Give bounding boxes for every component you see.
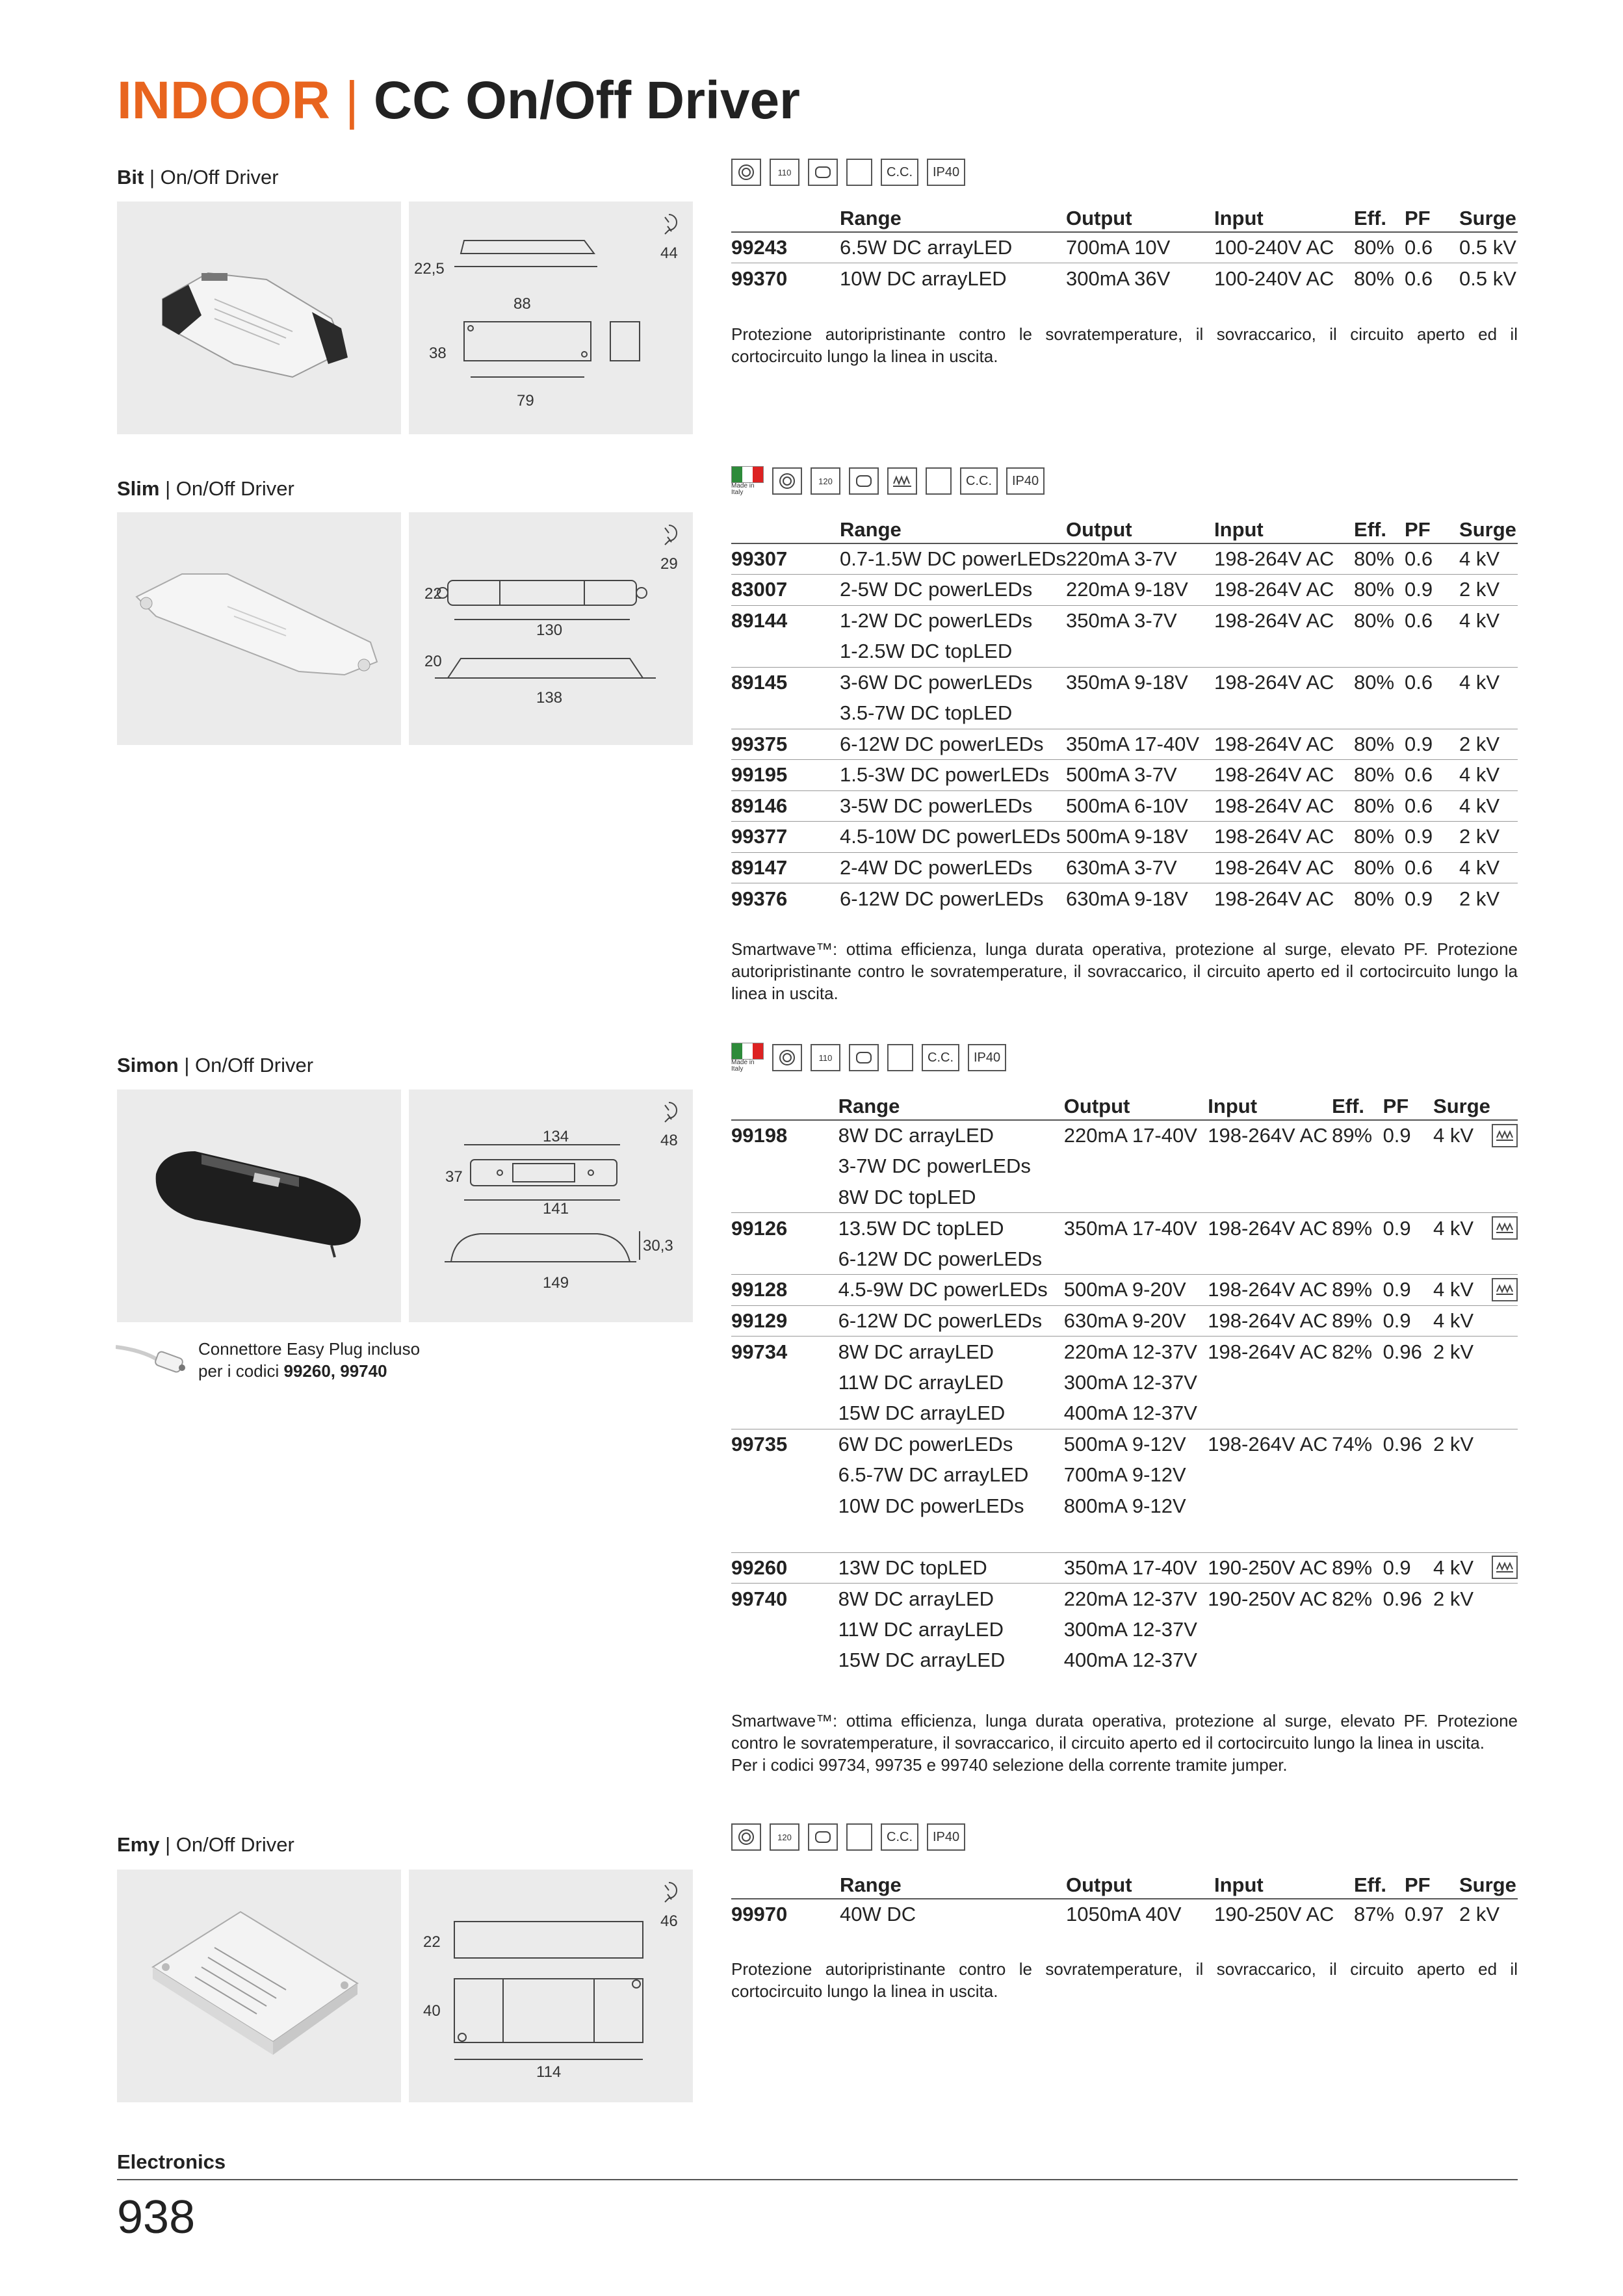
col-surge: Surge bbox=[1433, 1090, 1492, 1120]
constant-current-icon: C.C. bbox=[960, 467, 998, 495]
dim-total-length: 149 bbox=[543, 1274, 569, 1292]
dim-side-height: 30,3 bbox=[643, 1237, 673, 1255]
dim-width: 38 bbox=[429, 345, 447, 362]
product-note-simon: Smartwave™: ottima efficienza, lunga durata operativa, protezione al surge, elevato PF. Protezione contro le sovratemperature, il sovraccarico, il circuito aperto ed il cortocircuito lungo la linea in uscita. Per i codici 99734, 99735 e 99740 selezione della corrente tramite jumper. bbox=[731, 1711, 1518, 1775]
table-row: 99375 6-12W DC powerLEDs 350mA 17-40V 198-264V AC 80% 0.9 2 kV bbox=[731, 729, 1518, 760]
spec-table-emy bbox=[731, 1869, 1518, 1930]
dim-length: 114 bbox=[536, 2063, 562, 2081]
table-row: 1-2.5W DC topLED bbox=[840, 640, 1013, 662]
footer-section-label: Electronics bbox=[117, 2150, 226, 2173]
col-output: Output bbox=[1064, 1090, 1208, 1120]
ip-rating-icon: IP40 bbox=[927, 159, 965, 186]
col-pf: PF bbox=[1383, 1090, 1433, 1120]
footer-divider bbox=[117, 2179, 1518, 2180]
table-row: 99260 13W DC topLED 350mA 17-40V 190-250V AC 89% 0.9 4 kV bbox=[731, 1552, 1518, 1584]
dim-length-top: 134 bbox=[543, 1128, 569, 1145]
table-row: 99129 6-12W DC powerLEDs 630mA 9-20V 198-264V AC 89% 0.9 4 kV bbox=[731, 1305, 1518, 1337]
smartwave-icon bbox=[1492, 1556, 1518, 1579]
constant-current-icon: C.C. bbox=[881, 159, 918, 186]
temperature-triangle-icon: 110 bbox=[811, 1044, 840, 1071]
product-suffix: | On/Off Driver bbox=[159, 1833, 294, 1856]
col-range: Range bbox=[840, 1869, 1066, 1899]
dim-height: 22 bbox=[424, 585, 442, 603]
table-row: 11W DC arrayLED 300mA 12-37V bbox=[838, 1617, 1197, 1641]
dim-height: 37 bbox=[445, 1168, 463, 1186]
simon-driver-photo bbox=[117, 1089, 401, 1322]
emy-driver-photo bbox=[117, 1870, 401, 2102]
col-input: Input bbox=[1208, 1090, 1332, 1120]
table-row: 99243 6.5W DC arrayLED 700mA 10V 100-240V AC 80% 0.6 0.5 kV bbox=[731, 236, 1516, 259]
bit-driver-photo bbox=[117, 202, 401, 434]
product-heading-simon bbox=[117, 1054, 313, 1077]
page-number: 938 bbox=[117, 2191, 196, 2243]
table-row: 99370 10W DC arrayLED 300mA 36V 100-240V AC 80% 0.6 0.5 kV bbox=[731, 263, 1518, 294]
dim-cable-strip: 29 bbox=[660, 555, 678, 573]
constant-current-icon: C.C. bbox=[922, 1044, 959, 1071]
table-row: 99376 6-12W DC powerLEDs 630mA 9-18V 198-264V AC 80% 0.9 2 kV bbox=[731, 883, 1518, 915]
ip-rating-icon: IP40 bbox=[927, 1823, 965, 1851]
col-pf: PF bbox=[1405, 514, 1459, 543]
product-heading-emy bbox=[117, 1833, 294, 1857]
class-ii-icon bbox=[731, 159, 761, 186]
ip-rating-icon: IP40 bbox=[968, 1044, 1006, 1071]
class-ii-icon bbox=[772, 1044, 802, 1071]
product-note-emy: Protezione autoripristinante contro le sovratemperature, il sovraccarico, il circuito aperto ed il cortocircuito lungo la linea in uscita. bbox=[731, 1959, 1518, 2001]
page-title bbox=[117, 70, 800, 131]
dim-side-height: 20 bbox=[424, 653, 442, 670]
table-row: 3-7W DC powerLEDs bbox=[838, 1155, 1031, 1178]
product-suffix: | On/Off Driver bbox=[159, 477, 294, 500]
dim-cable-strip: 44 bbox=[660, 244, 678, 262]
table-row: 11W DC arrayLED 300mA 12-37V bbox=[838, 1370, 1197, 1394]
col-pf: PF bbox=[1405, 1869, 1459, 1899]
smartwave-icon bbox=[1492, 1124, 1518, 1147]
table-row: 99734 8W DC arrayLED 220mA 12-37V 198-264V AC 82% 0.96 2 kV bbox=[731, 1337, 1518, 1368]
smartwave-icon bbox=[887, 467, 917, 495]
dim-length: 130 bbox=[536, 621, 563, 639]
constant-current-icon: C.C. bbox=[881, 1823, 918, 1851]
product-heading-bit bbox=[117, 166, 279, 189]
product-heading-slim bbox=[117, 477, 294, 501]
col-eff: Eff. bbox=[1332, 1090, 1383, 1120]
table-row: 89144 1-2W DC powerLEDs 350mA 3-7V 198-264V AC 80% 0.6 4 kV bbox=[731, 605, 1518, 636]
dim-height: 22,5 bbox=[414, 260, 445, 278]
col-input: Input bbox=[1214, 1869, 1354, 1899]
table-row: 89146 3-5W DC powerLEDs 500mA 6-10V 198-264V AC 80% 0.6 4 kV bbox=[731, 790, 1518, 822]
made-in-italy-icon: Made in Italy bbox=[731, 466, 764, 496]
table-row: 99195 1.5-3W DC powerLEDs 500mA 3-7V 198-264V AC 80% 0.6 4 kV bbox=[731, 760, 1518, 791]
safety-transformer-icon bbox=[808, 1823, 838, 1851]
spec-table-slim bbox=[731, 514, 1518, 914]
table-row: 99126 13.5W DC topLED 350mA 17-40V 198-264V AC 89% 0.9 4 kV bbox=[731, 1213, 1518, 1244]
class-ii-icon bbox=[772, 467, 802, 495]
table-row: 10W DC powerLEDs 800mA 9-12V bbox=[838, 1494, 1186, 1517]
product-drawing-bit bbox=[409, 202, 693, 434]
safety-transformer-icon bbox=[849, 1044, 879, 1071]
temperature-triangle-icon: 120 bbox=[811, 467, 840, 495]
ip-rating-icon: IP40 bbox=[1006, 467, 1045, 495]
product-suffix: | On/Off Driver bbox=[178, 1054, 314, 1076]
dim-hole-spacing: 79 bbox=[517, 392, 534, 410]
blank-square-icon bbox=[887, 1044, 913, 1071]
connector-line1: Connettore Easy Plug incluso bbox=[198, 1339, 421, 1359]
col-input: Input bbox=[1214, 202, 1354, 232]
col-eff: Eff. bbox=[1354, 1869, 1405, 1899]
slim-driver-photo bbox=[117, 512, 401, 745]
title-indoor: INDOOR bbox=[117, 71, 330, 130]
table-row: 89145 3-6W DC powerLEDs 350mA 9-18V 198-264V AC 80% 0.6 4 kV bbox=[731, 667, 1518, 698]
table-row: 99198 8W DC arrayLED 220mA 17-40V 198-264V AC 89% 0.9 4 kV bbox=[731, 1120, 1518, 1151]
table-row: 6.5-7W DC arrayLED 700mA 9-12V bbox=[838, 1463, 1186, 1487]
connector-note bbox=[198, 1338, 420, 1382]
col-output: Output bbox=[1066, 202, 1214, 232]
product-name: Bit bbox=[117, 166, 144, 189]
table-row: 15W DC arrayLED 400mA 12-37V bbox=[838, 1649, 1197, 1672]
bit-dimension-drawing bbox=[409, 202, 693, 434]
made-in-italy-icon: Made in Italy bbox=[731, 1043, 764, 1073]
product-name: Emy bbox=[117, 1833, 160, 1856]
dim-length: 88 bbox=[513, 295, 531, 313]
class-ii-icon bbox=[731, 1823, 761, 1851]
col-range: Range bbox=[840, 202, 1066, 232]
blank-square-icon bbox=[846, 159, 872, 186]
col-eff: Eff. bbox=[1354, 202, 1405, 232]
table-row: 8W DC topLED bbox=[838, 1185, 976, 1208]
smartwave-icon bbox=[1492, 1216, 1518, 1240]
certification-icons-bit bbox=[731, 157, 965, 187]
table-row: 89147 2-4W DC powerLEDs 630mA 3-7V 198-264V AC 80% 0.6 4 kV bbox=[731, 852, 1518, 883]
product-name: Slim bbox=[117, 477, 160, 500]
dim-cable-strip: 48 bbox=[660, 1132, 678, 1149]
dim-width: 40 bbox=[423, 2002, 441, 2020]
col-surge: Surge bbox=[1459, 514, 1518, 543]
certification-icons-emy bbox=[731, 1822, 965, 1852]
product-photo-bit bbox=[117, 202, 401, 434]
product-note-slim: Smartwave™: ottima efficienza, lunga durata operativa, protezione al surge, elevato PF. Protezione autoripristinante contro le sovratemperature, il sovraccarico, il circuito aperto ed il cortocircuito lungo la linea in uscita. bbox=[731, 939, 1518, 1003]
spec-table-simon bbox=[731, 1090, 1518, 1676]
table-row: 99735 6W DC powerLEDs 500mA 9-12V 198-264V AC 74% 0.96 2 kV bbox=[731, 1429, 1518, 1460]
table-row: 99970 40W DC 1050mA 40V 190-250V AC 87% 0.97 2 kV bbox=[731, 1903, 1500, 1926]
col-surge: Surge bbox=[1459, 1869, 1518, 1899]
blank-square-icon bbox=[846, 1823, 872, 1851]
table-spacer-row bbox=[731, 1522, 1518, 1553]
safety-transformer-icon bbox=[808, 159, 838, 186]
table-row: 99377 4.5-10W DC powerLEDs 500mA 9-18V 198-264V AC 80% 0.9 2 kV bbox=[731, 822, 1518, 853]
safety-transformer-icon bbox=[849, 467, 879, 495]
col-range: Range bbox=[838, 1090, 1064, 1120]
connector-line2: per i codici 99260, 99740 bbox=[198, 1361, 387, 1381]
product-photo-simon bbox=[117, 1089, 401, 1322]
col-range: Range bbox=[840, 514, 1066, 543]
table-row: 99740 8W DC arrayLED 220mA 12-37V 190-250V AC 82% 0.96 2 kV bbox=[731, 1584, 1518, 1615]
product-photo-slim bbox=[117, 512, 401, 745]
dim-height: 22 bbox=[423, 1933, 441, 1951]
product-note-bit: Protezione autoripristinante contro le sovratemperature, il sovraccarico, il circuito aperto ed il cortocircuito lungo la linea in uscita. bbox=[731, 324, 1518, 366]
dim-length: 141 bbox=[543, 1200, 569, 1218]
table-row: 15W DC arrayLED 400mA 12-37V bbox=[838, 1402, 1197, 1424]
spec-table-bit bbox=[731, 202, 1518, 294]
certification-icons-slim bbox=[731, 466, 1045, 496]
col-eff: Eff. bbox=[1354, 514, 1405, 543]
title-product-family: CC On/Off Driver bbox=[373, 71, 800, 130]
table-row: 3.5-7W DC topLED bbox=[840, 701, 1013, 724]
table-row: 99307 0.7-1.5W DC powerLEDs 220mA 3-7V 198-264V AC 80% 0.6 4 kV bbox=[731, 547, 1500, 570]
col-pf: PF bbox=[1405, 202, 1459, 232]
product-suffix: | On/Off Driver bbox=[144, 166, 279, 189]
title-separator: | bbox=[330, 71, 374, 130]
dim-cable-strip: 46 bbox=[660, 1912, 678, 1930]
col-output: Output bbox=[1066, 1869, 1214, 1899]
table-row: 99128 4.5-9W DC powerLEDs 500mA 9-20V 198-264V AC 89% 0.9 4 kV bbox=[731, 1275, 1518, 1306]
table-row: 6-12W DC powerLEDs bbox=[838, 1247, 1043, 1270]
easy-plug-connector-image bbox=[116, 1340, 190, 1379]
temperature-triangle-icon: 120 bbox=[770, 1823, 799, 1851]
temperature-triangle-icon: 110 bbox=[770, 159, 799, 186]
certification-icons-simon bbox=[731, 1043, 1006, 1073]
col-output: Output bbox=[1066, 514, 1214, 543]
table-row: 83007 2-5W DC powerLEDs 220mA 9-18V 198-264V AC 80% 0.9 2 kV bbox=[731, 575, 1518, 606]
col-input: Input bbox=[1214, 514, 1354, 543]
col-surge: Surge bbox=[1459, 202, 1518, 232]
product-name: Simon bbox=[117, 1054, 179, 1076]
blank-square-icon bbox=[926, 467, 952, 495]
dim-total-length: 138 bbox=[536, 689, 563, 707]
product-photo-emy bbox=[117, 1870, 401, 2102]
smartwave-icon bbox=[1492, 1278, 1518, 1301]
